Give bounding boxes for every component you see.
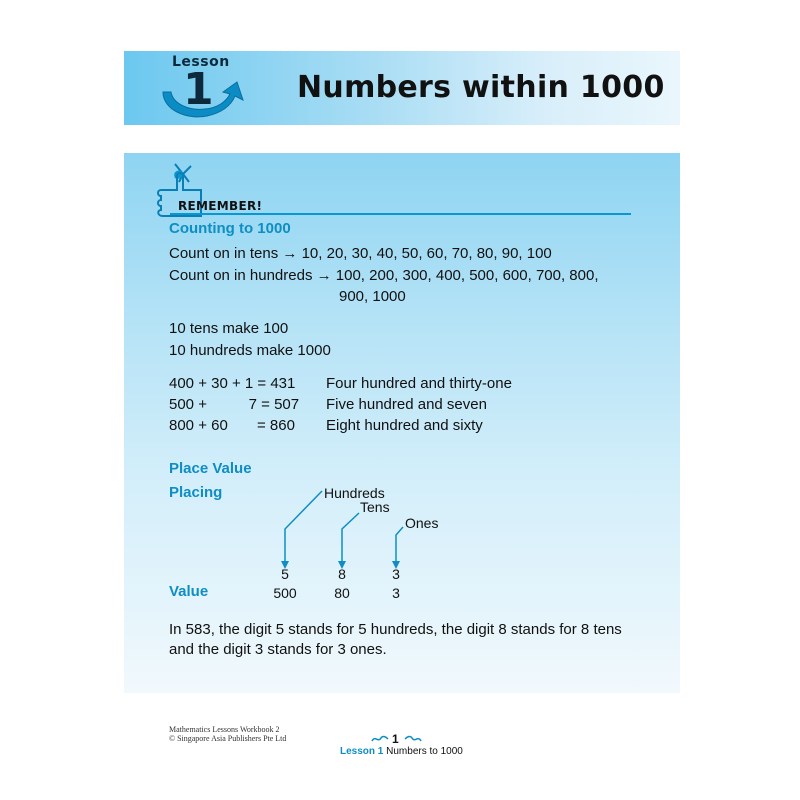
digit-ones: 3 <box>392 566 400 582</box>
footer-lesson-label: Lesson 1 <box>340 746 384 757</box>
counting-heading: Counting to 1000 <box>169 220 291 237</box>
digit-tens: 8 <box>338 566 346 582</box>
place-value-heading: Place Value <box>169 460 252 477</box>
equation-row-expr: 500 + 7 = 507 <box>169 396 300 413</box>
lesson-word: Lesson <box>172 54 230 70</box>
equation-row-expr: 400 + 30 + 1 = 431 <box>169 375 296 392</box>
ones-label: Ones <box>405 515 439 531</box>
equation-row-words: Four hundred and thirty-one <box>326 375 512 392</box>
footer-lesson-title: Numbers to 1000 <box>386 746 463 757</box>
equation-row-words: Eight hundred and sixty <box>326 417 483 434</box>
fact-tens: 10 tens make 100 <box>169 320 289 337</box>
remember-divider <box>170 213 631 215</box>
footer-copyright: © Singapore Asia Publishers Pte Ltd <box>169 734 287 743</box>
squiggle-decoration-icon <box>404 735 422 743</box>
value-ones: 3 <box>392 585 400 601</box>
count-hundreds-line-2: 900, 1000 <box>339 288 406 305</box>
page-number: 1 <box>392 732 399 746</box>
footer-book-title: Mathematics Lessons Workbook 2 <box>169 725 280 734</box>
value-tens: 80 <box>334 585 350 601</box>
hundreds-label: Hundreds <box>324 485 385 501</box>
equation-row-expr: 800 + 60 = 860 <box>169 417 295 434</box>
lesson-number: 1 <box>183 64 214 115</box>
squiggle-decoration-icon <box>371 735 389 743</box>
fact-hundreds: 10 hundreds make 1000 <box>169 342 331 359</box>
remember-label: REMEMBER! <box>178 199 263 213</box>
footer-lesson-line <box>340 746 463 757</box>
value-hundreds: 500 <box>273 585 297 601</box>
placing-label: Placing <box>169 484 223 501</box>
count-hundreds-line-1: Count on in hundreds → 100, 200, 300, 400, 500, 600, 700, 800, <box>169 267 599 284</box>
equation-row-words: Five hundred and seven <box>326 396 487 413</box>
count-tens-line: Count on in tens → 10, 20, 30, 40, 50, 60, 70, 80, 90, 100 <box>169 245 552 262</box>
value-label: Value <box>169 583 209 600</box>
tens-label: Tens <box>360 499 390 515</box>
explanation-line-2: and the digit 3 stands for 3 ones. <box>169 641 387 658</box>
page-title: Numbers within 1000 <box>297 70 665 105</box>
digit-hundreds: 5 <box>281 566 289 582</box>
explanation-line-1: In 583, the digit 5 stands for 5 hundreds, the digit 8 stands for 8 tens <box>169 621 622 638</box>
